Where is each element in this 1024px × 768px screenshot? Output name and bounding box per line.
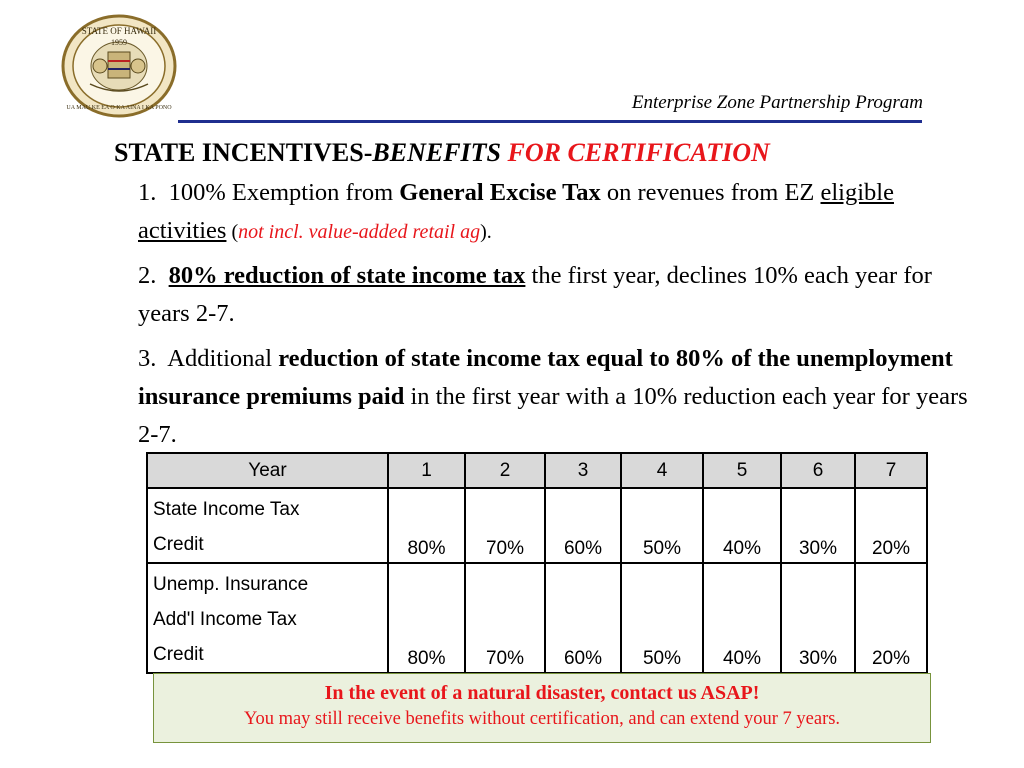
benefit-item-1 bbox=[138, 174, 988, 251]
table-cell: 20% bbox=[855, 488, 927, 563]
header-year-7: 7 bbox=[855, 453, 927, 488]
header-year-1: 1 bbox=[388, 453, 465, 488]
seal-top-text: STATE OF HAWAII bbox=[81, 26, 157, 36]
item-3-text-b: in the first year with a 10% reduction each year for years 2-7. bbox=[138, 383, 968, 448]
seal-year: 1959 bbox=[111, 38, 127, 47]
item-1-text-a: 100% Exemption from bbox=[168, 179, 400, 206]
row-label bbox=[147, 563, 388, 673]
header-year-4: 4 bbox=[621, 453, 703, 488]
table-cell: 50% bbox=[621, 488, 703, 563]
table-cell: 40% bbox=[703, 563, 781, 673]
table-cell: 70% bbox=[465, 488, 545, 563]
benefit-item-2 bbox=[138, 257, 988, 333]
eligible-activities-link[interactable]: eligible activities bbox=[138, 179, 894, 244]
table-header-row bbox=[147, 453, 927, 488]
header-year: Year bbox=[147, 453, 388, 488]
item-1-note: not incl. value-added retail ag bbox=[238, 221, 481, 243]
row-label-line: Credit bbox=[153, 644, 204, 665]
tax-credit-table bbox=[146, 452, 928, 674]
item-3-number: 3. bbox=[138, 345, 157, 372]
table-cell: 80% bbox=[388, 563, 465, 673]
table-cell: 30% bbox=[781, 488, 855, 563]
table-cell: 20% bbox=[855, 563, 927, 673]
program-name: Enterprise Zone Partnership Program bbox=[631, 92, 923, 113]
disaster-callout-box bbox=[153, 673, 931, 743]
table-cell: 60% bbox=[545, 488, 621, 563]
table-row bbox=[147, 488, 927, 563]
item-2-bold: 80% reduction of state income tax bbox=[168, 262, 526, 289]
item-1-paren-close: ). bbox=[480, 221, 492, 243]
callout-headline: In the event of a natural disaster, contact us ASAP! bbox=[324, 682, 760, 704]
item-1-bold: General Excise Tax bbox=[399, 179, 601, 206]
table-cell: 70% bbox=[465, 563, 545, 673]
item-1-paren-open: ( bbox=[226, 221, 239, 243]
table-cell: 40% bbox=[703, 488, 781, 563]
callout-detail: You may still receive benefits without certification, and can extend your 7 years. bbox=[243, 709, 841, 729]
item-2-text: the first year, declines 10% each year for years 2-7. bbox=[138, 262, 932, 327]
header-year-2: 2 bbox=[465, 453, 545, 488]
header-year-3: 3 bbox=[545, 453, 621, 488]
seal-motto: UA MAU KE EA O KA AINA I KA PONO bbox=[66, 105, 172, 111]
row-label bbox=[147, 488, 388, 563]
row-label-line: Add'l Income Tax bbox=[153, 609, 297, 630]
item-1-number: 1. bbox=[138, 179, 157, 206]
item-3-text-a: Additional bbox=[167, 345, 279, 372]
row-label-line: Credit bbox=[153, 534, 204, 555]
table-cell: 50% bbox=[621, 563, 703, 673]
item-2-number: 2. bbox=[138, 262, 157, 289]
title-part-2: BENEFITS bbox=[372, 138, 508, 167]
header-year-5: 5 bbox=[703, 453, 781, 488]
page-title bbox=[114, 138, 770, 168]
table-cell: 80% bbox=[388, 488, 465, 563]
table-row bbox=[147, 563, 927, 673]
benefit-item-3 bbox=[138, 340, 988, 454]
item-3-bold: reduction of state income tax equal to 80% of the unemployment insurance premiums paid bbox=[138, 345, 953, 410]
title-part-3: FOR CERTIFICATION bbox=[507, 138, 770, 167]
header-divider bbox=[178, 120, 922, 123]
title-part-1: STATE INCENTIVES- bbox=[114, 138, 373, 167]
state-seal-logo bbox=[60, 14, 178, 118]
row-label-line: State Income Tax bbox=[153, 499, 300, 520]
table-cell: 60% bbox=[545, 563, 621, 673]
row-label-line: Unemp. Insurance bbox=[153, 574, 309, 595]
header-year-6: 6 bbox=[781, 453, 855, 488]
item-1-text-b: on revenues from EZ bbox=[600, 179, 821, 206]
table-cell: 30% bbox=[781, 563, 855, 673]
